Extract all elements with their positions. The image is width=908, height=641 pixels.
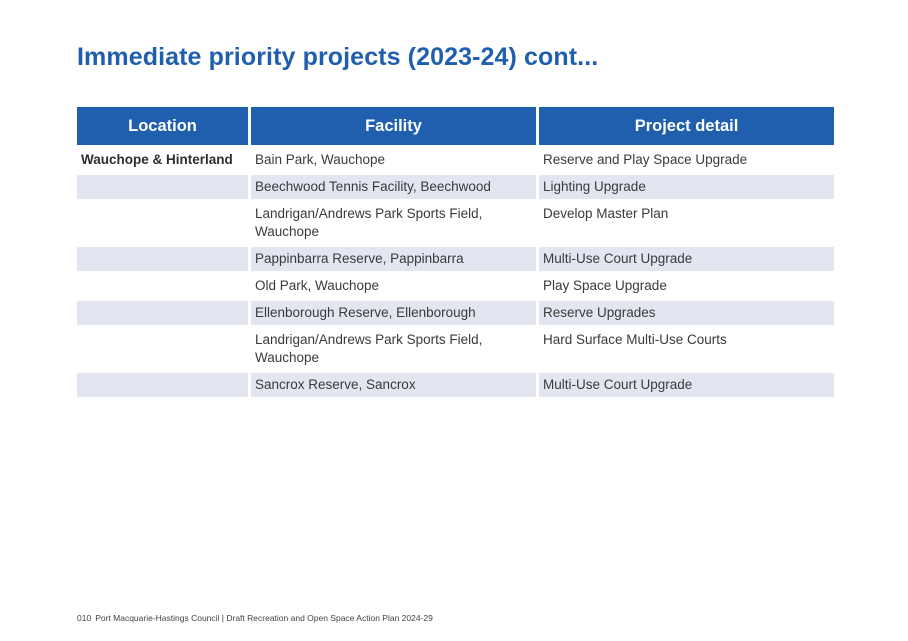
page-footer bbox=[77, 613, 433, 623]
detail-cell: Develop Master Plan bbox=[543, 206, 669, 221]
table-row bbox=[77, 301, 834, 325]
projects-table bbox=[77, 107, 834, 397]
facility-cell: Bain Park, Wauchope bbox=[255, 152, 386, 167]
table-row bbox=[77, 148, 834, 172]
detail-cell: Reserve Upgrades bbox=[539, 301, 834, 325]
table-row bbox=[77, 175, 834, 199]
page-title: Immediate priority projects (2023-24) cont... bbox=[77, 43, 599, 71]
location-cell bbox=[77, 328, 248, 370]
header-location: Location bbox=[77, 107, 248, 145]
facility-cell: Landrigan/Andrews Park Sports Field, Wauchope bbox=[255, 332, 483, 365]
facility-cell: Pappinbarra Reserve, Pappinbarra bbox=[251, 247, 536, 271]
table-row bbox=[77, 328, 834, 370]
detail-cell: Lighting Upgrade bbox=[539, 175, 834, 199]
table-row bbox=[77, 202, 834, 244]
table-header-row bbox=[77, 107, 834, 145]
detail-cell: Multi-Use Court Upgrade bbox=[539, 247, 834, 271]
detail-cell: Reserve and Play Space Upgrade bbox=[543, 152, 748, 167]
facility-cell: Landrigan/Andrews Park Sports Field, Wauchope bbox=[255, 206, 483, 239]
facility-cell: Old Park, Wauchope bbox=[255, 278, 380, 293]
page-number: 010 bbox=[77, 613, 92, 623]
detail-cell: Play Space Upgrade bbox=[543, 278, 667, 293]
detail-cell: Hard Surface Multi-Use Courts bbox=[543, 332, 727, 347]
header-facility: Facility bbox=[251, 107, 536, 145]
location-cell bbox=[77, 175, 248, 199]
facility-cell: Ellenborough Reserve, Ellenborough bbox=[251, 301, 536, 325]
footer-caption: Port Macquarie-Hastings Council | Draft Recreation and Open Space Action Plan 2024-29 bbox=[95, 613, 433, 623]
location-cell bbox=[77, 202, 248, 244]
location-cell bbox=[77, 274, 248, 298]
table-row bbox=[77, 247, 834, 271]
location-cell: Wauchope & Hinterland bbox=[81, 152, 233, 167]
facility-cell: Beechwood Tennis Facility, Beechwood bbox=[251, 175, 536, 199]
table-row bbox=[77, 373, 834, 397]
header-project-detail: Project detail bbox=[539, 107, 834, 145]
facility-cell: Sancrox Reserve, Sancrox bbox=[251, 373, 536, 397]
location-cell bbox=[77, 373, 248, 397]
detail-cell: Multi-Use Court Upgrade bbox=[539, 373, 834, 397]
table-row bbox=[77, 274, 834, 298]
location-cell bbox=[77, 247, 248, 271]
location-cell bbox=[77, 301, 248, 325]
